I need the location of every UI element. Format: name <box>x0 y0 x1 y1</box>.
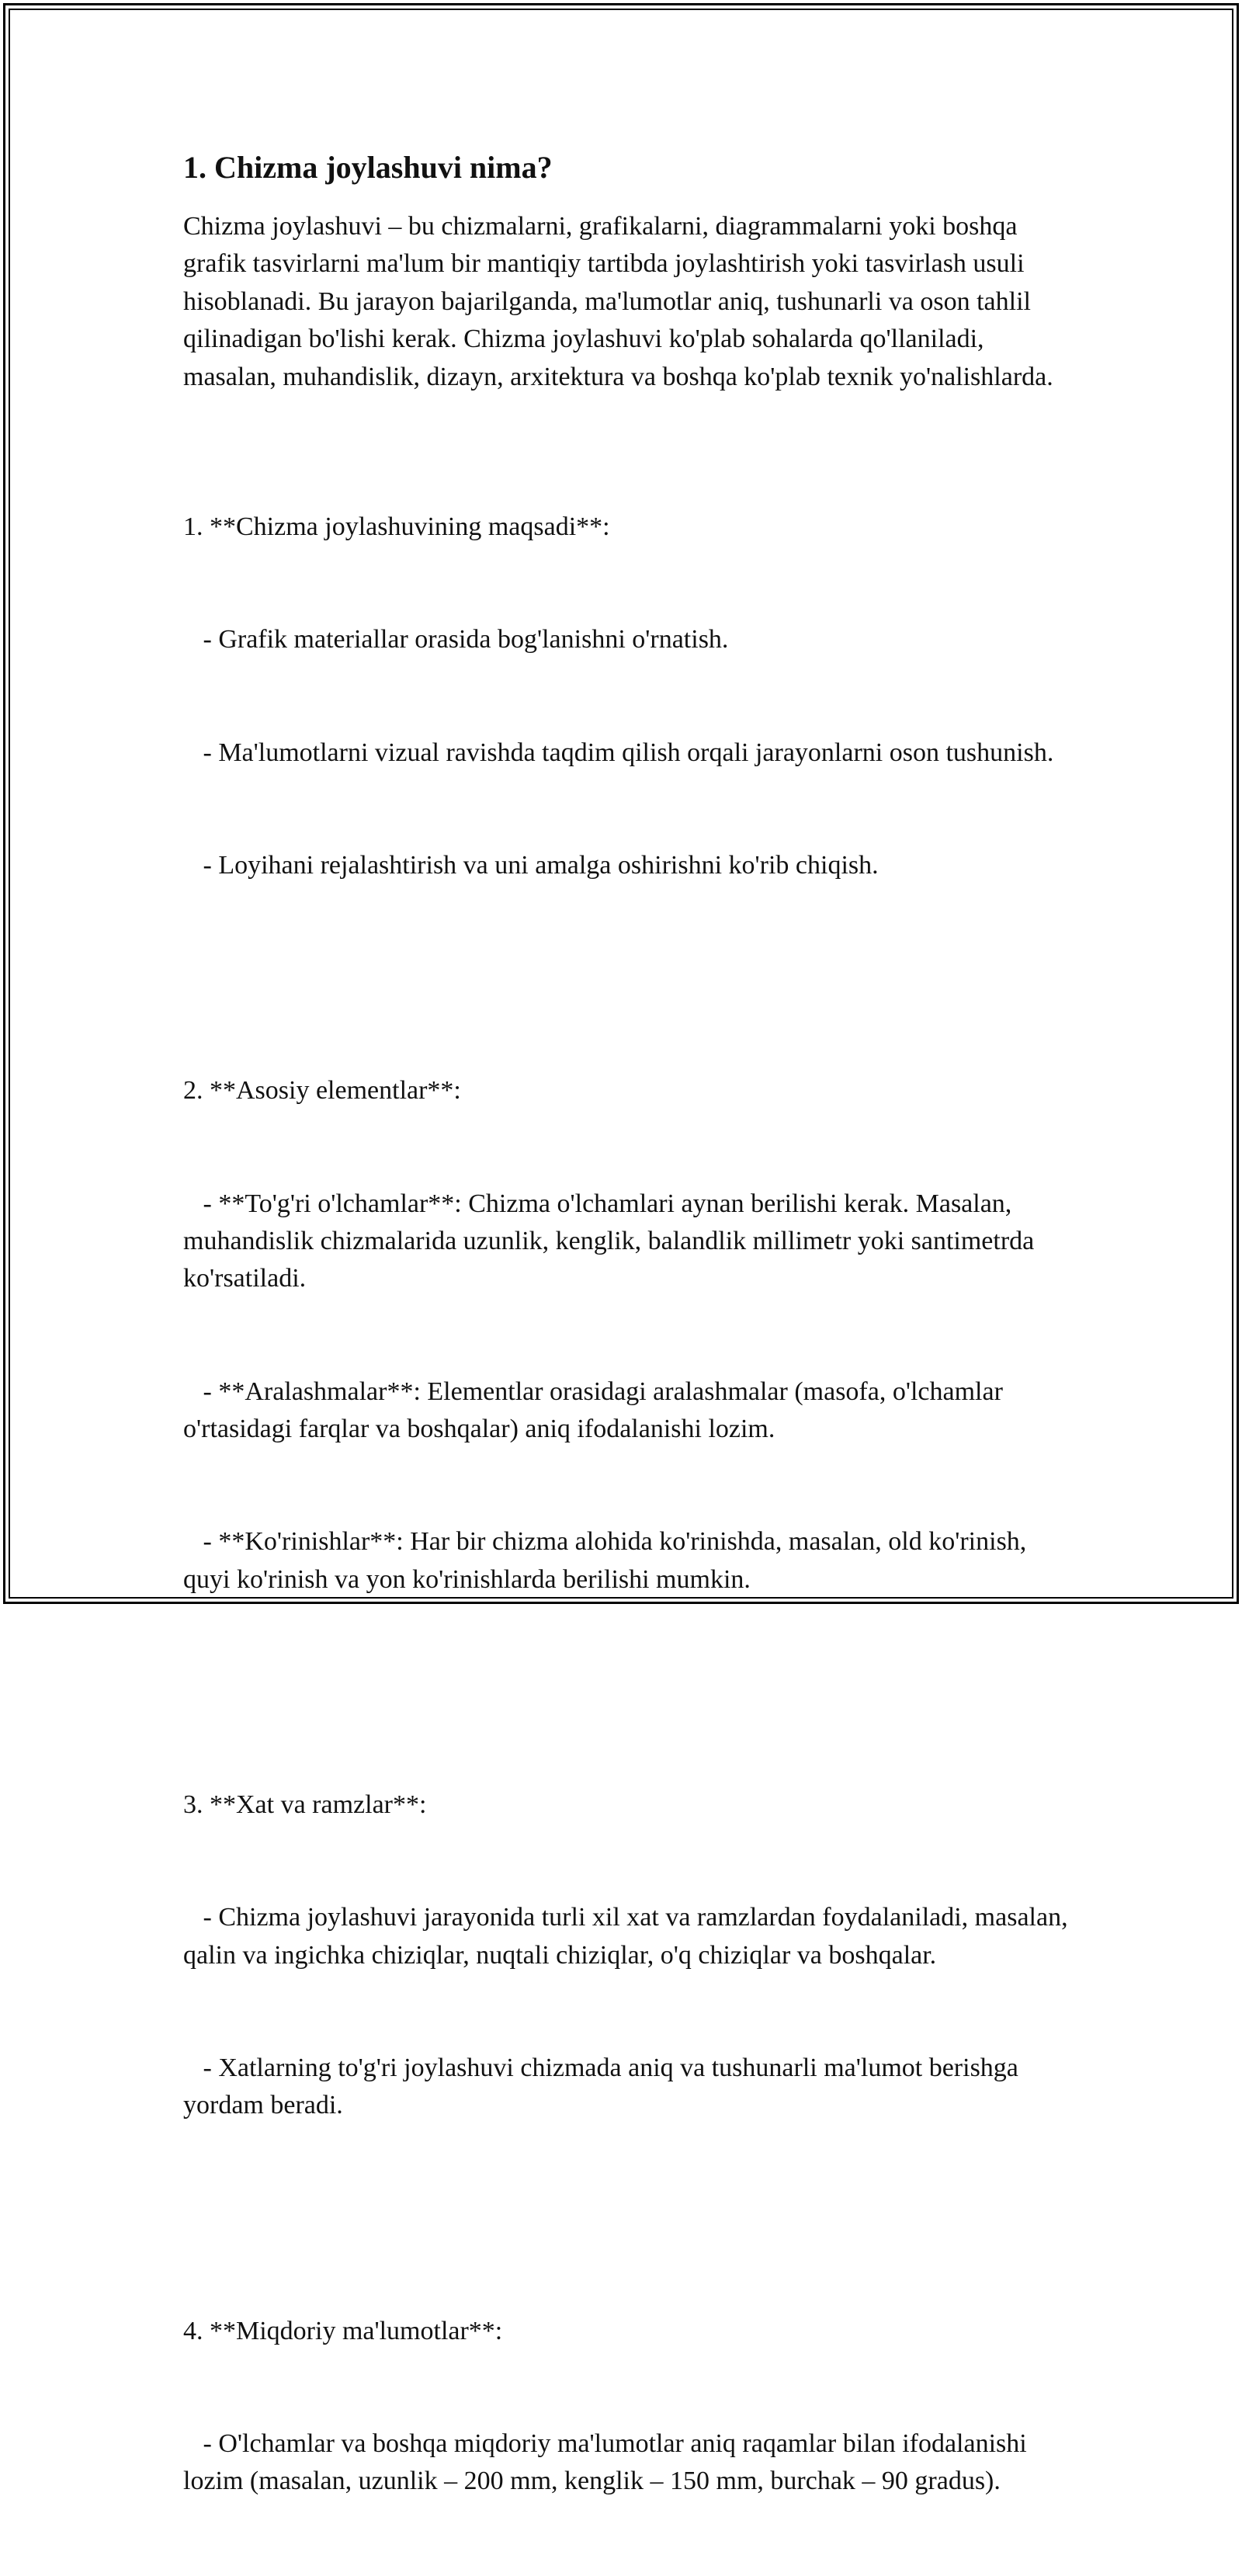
intro-paragraph: Chizma joylashuvi – bu chizmalarni, grafikalarni, diagrammalarni yoki boshqa grafik tasvirlarni ma'lum bir mantiqiy tartibda joylashtirish yoki tasvirlash usuli hisoblanadi. Bu jarayon bajarilganda, ma'lumotlar aniq, tushunarli va oson tahlil qilinadigan bo'lishi kerak. Chizma joylashuvi ko'plab sohalarda qo'llaniladi, masalan, muhandislik, dizayn, arxitektura va boshqa ko'plab texnik yo'nalishlarda. <box>183 212 1053 391</box>
spacer <box>183 396 1068 433</box>
section-title: 3. **Xat va ramzlar**: <box>183 1790 427 1820</box>
list-item: - Loyihani rejalashtirish va uni amalga oshirishni ko'rib chiqish. <box>183 850 879 880</box>
list-item: - **Ko'rinishlar**: Har bir chizma alohida ko'rinishda, masalan, old ko'rinish, quyi ko'rinish va yon ko'rinishlarda berilishi mumkin. <box>183 1527 1033 1594</box>
spacer <box>183 960 1068 997</box>
section-1 <box>183 433 1068 960</box>
spacer <box>183 2199 1068 2237</box>
list-item: - **To'g'ri o'lchamlar**: Chizma o'lchamlari aynan berilishi kerak. Masalan, muhandislik chizmalarida uzunlik, kenglik, balandlik millimetr yoki santimetrda ko'rsatiladi. <box>183 1189 1041 1293</box>
list-item: - Ma'lumotlarni vizual ravishda taqdim qilish orqali jarayonlarni oson tushunish. <box>183 738 1054 767</box>
section-title: 1. **Chizma joylashuvining maqsadi**: <box>183 512 610 542</box>
section-2 <box>183 998 1068 1674</box>
list-item: - **Aralashmalar**: Elementlar orasidagi aralashmalar (masofa, o'lchamlar o'rtasidagi farqlar va boshqalar) aniq ifodalanishi lozim. <box>183 1377 1010 1443</box>
document-page <box>183 140 1075 2576</box>
section-3 <box>183 1711 1075 2199</box>
list-item: - Xatlarning to'g'ri joylashuvi chizmada aniq va tushunarli ma'lumot berishga yordam beradi. <box>183 2053 1025 2120</box>
section-title: 4. **Miqdoriy ma'lumotlar**: <box>183 2316 503 2345</box>
page-title: 1. Chizma joylashuvi nima? <box>183 150 553 185</box>
list-item: - O'lchamlar va boshqa miqdoriy ma'lumotlar aniq raqamlar bilan ifodalanishi lozim (masalan, uzunlik – 200 mm, kenglik – 150 mm, burchak – 90 gradus). <box>183 2428 1034 2496</box>
section-title: 2. **Asosiy elementlar**: <box>183 1076 461 1106</box>
list-item: - Chizma joylashuvi jarayonida turli xil xat va ramzlardan foydalaniladi, masalan, qalin va ingichka chiziqlar, nuqtali chiziqlar, o'q chiziqlar va boshqalar. <box>183 1903 1075 1970</box>
list-item: - Grafik materiallar orasida bog'lanishni o'rnatish. <box>183 625 729 654</box>
section-4 <box>183 2238 1068 2576</box>
spacer <box>183 1674 1068 1711</box>
